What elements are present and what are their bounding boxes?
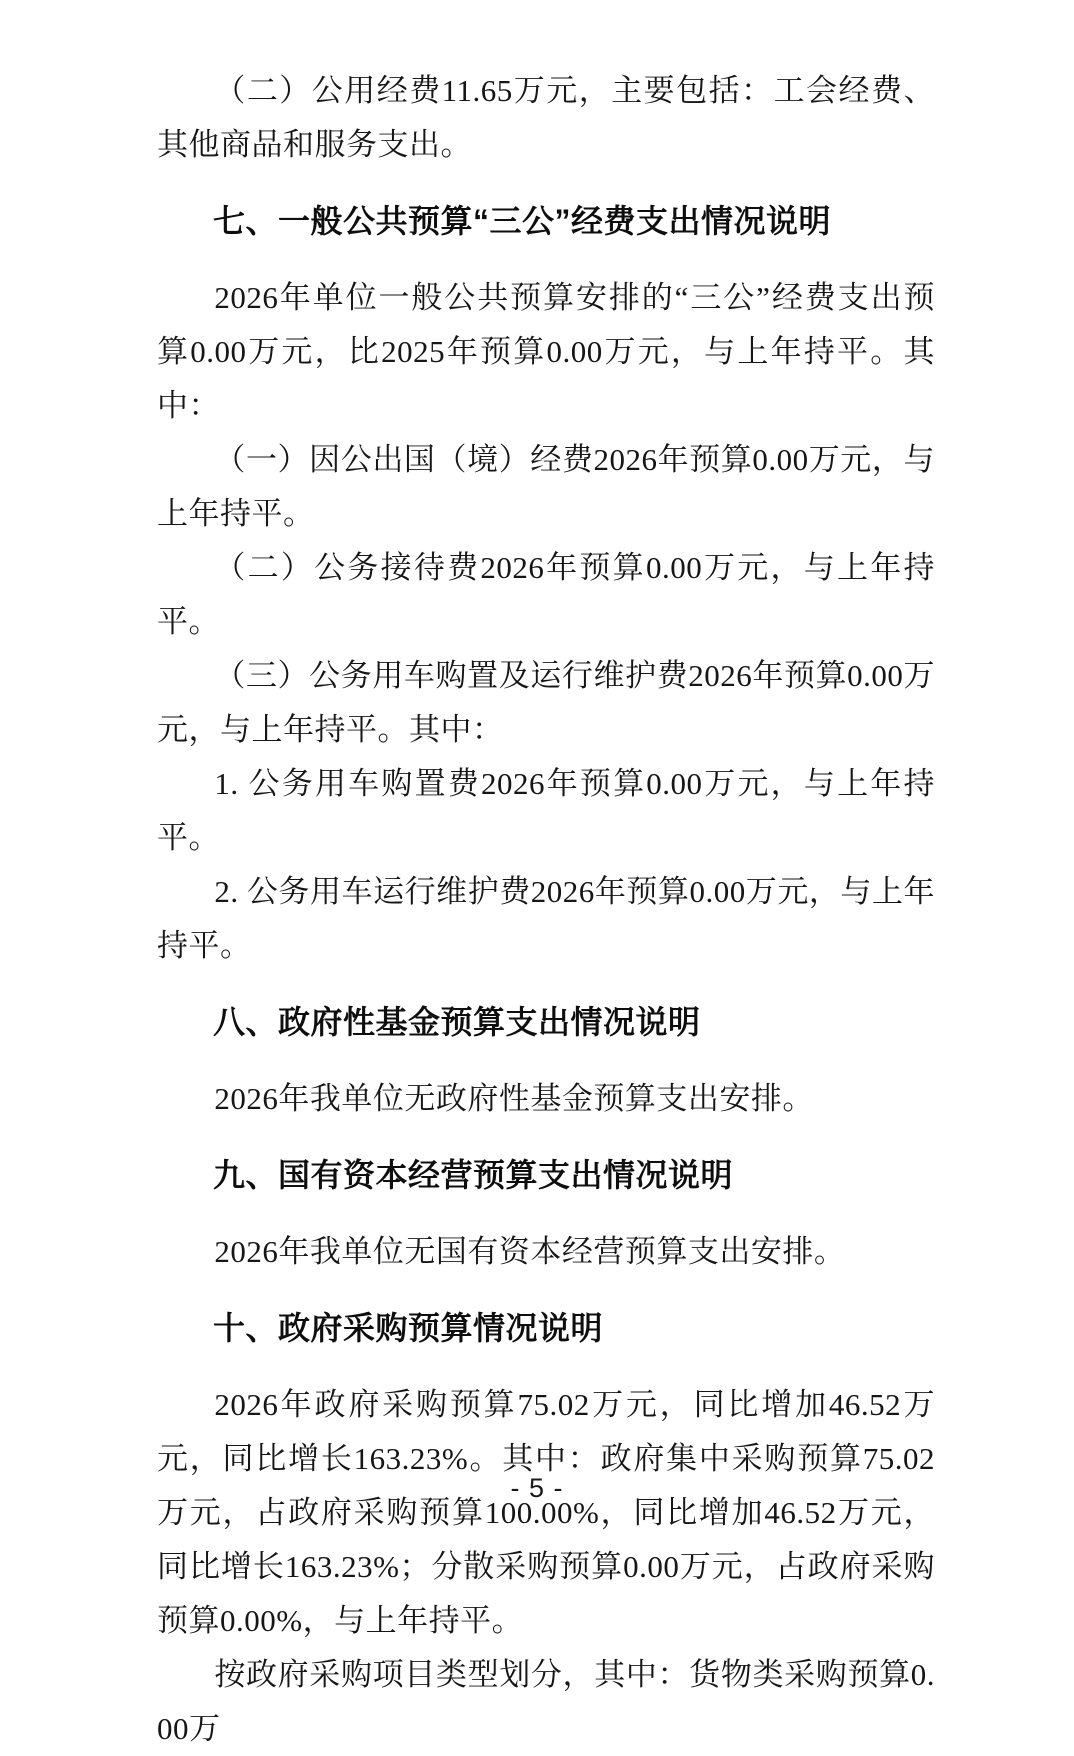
page-footer	[0, 1473, 1074, 1504]
paragraph-state-capital: 2026年我单位无国有资本经营预算支出安排。	[214, 1234, 846, 1269]
section-heading-8-government-fund-budget: 八、政府性基金预算支出情况说明	[213, 1004, 701, 1040]
paragraph-government-fund: 2026年我单位无政府性基金预算支出安排。	[214, 1081, 814, 1116]
paragraph-vehicle-maintenance-item: 2. 公务用车运行维护费2026年预算0.00万元，与上年持平。	[157, 874, 935, 963]
page-number: - 5 -	[510, 1473, 564, 1503]
paragraph-official-reception: （二）公务接待费2026年预算0.00万元，与上年持平。	[157, 550, 935, 639]
paragraph-public-funds: （二）公用经费11.65万元，主要包括：工会经费、其他商品和服务支出。	[157, 73, 935, 162]
paragraph-procurement-summary: 2026年政府采购预算75.02万元，同比增加46.52万元，同比增长163.23%。其中：政府集中采购预算75.02万元，占政府采购预算100.00%，同比增加46.52万元，同比增长163.23%；分散采购预算0.00万元，占政府采购预算0.00%，与上年持平。	[157, 1387, 935, 1638]
section-heading-7-three-public-expenses: 七、一般公共预算“三公”经费支出情况说明	[213, 203, 832, 239]
paragraph-vehicle-purchase-maintenance: （三）公务用车购置及运行维护费2026年预算0.00万元，与上年持平。其中：	[157, 658, 935, 747]
paragraph-overseas-travel: （一）因公出国（境）经费2026年预算0.00万元，与上年持平。	[157, 442, 935, 531]
paragraph-three-public-summary: 2026年单位一般公共预算安排的“三公”经费支出预算0.00万元，比2025年预算0.00万元，与上年持平。其中：	[157, 280, 935, 423]
paragraph-procurement-by-type: 按政府采购项目类型划分，其中：货物类采购预算0.00万	[157, 1657, 935, 1746]
section-heading-10-procurement-budget: 十、政府采购预算情况说明	[213, 1310, 604, 1346]
section-heading-9-state-capital-budget: 九、国有资本经营预算支出情况说明	[213, 1157, 734, 1193]
paragraph-vehicle-purchase-item: 1. 公务用车购置费2026年预算0.00万元，与上年持平。	[157, 766, 935, 855]
